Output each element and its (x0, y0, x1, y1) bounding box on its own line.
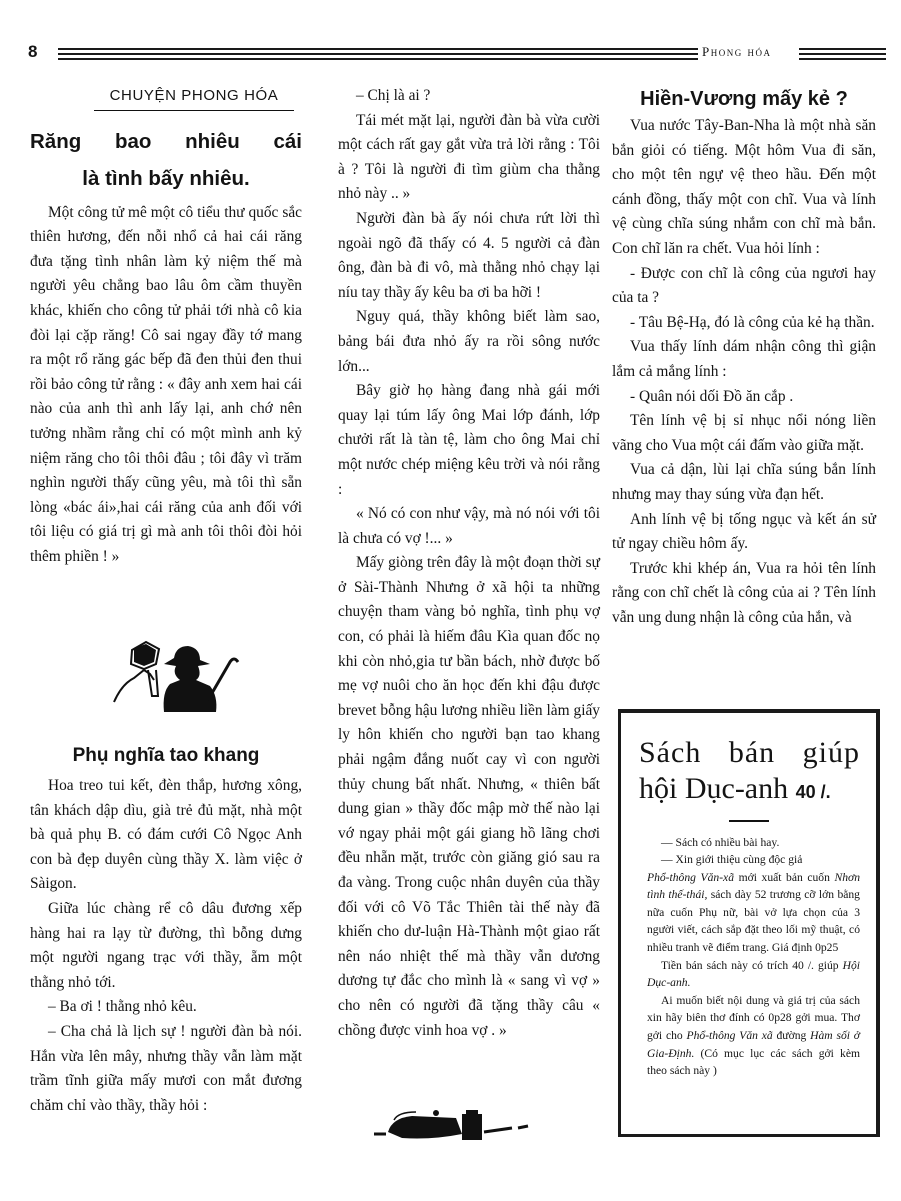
advertisement-box (618, 709, 880, 1137)
column3-paragraph: - Được con chĩ là công của ngươi hay của ta ? (612, 264, 876, 307)
column2-paragraph: Người đàn bà ấy nói chưa rứt lời thì ngoài ngõ đã thấy có 4. 5 người cả đàn ông, đàn bà đi vô, mà thằng nhỏ chạy lại níu tay thầy ấy kêu ba ơi ba hỡi ! (338, 209, 600, 301)
page-header (24, 42, 886, 66)
ad-line: (Có mục lục các sách gởi kèm theo sách này ) (647, 1046, 860, 1078)
two-figures-illustration (104, 640, 244, 716)
column2-paragraph: Nguy quá, thầy không biết làm sao, bảng bái đưa nhỏ ấy ra rồi sông nước lớn... (338, 308, 600, 375)
boat-vignette-illustration (372, 1108, 542, 1144)
column3-paragraph: - Tâu Bệ-Hạ, đó là công của kẻ hạ thần. (630, 313, 875, 331)
column2-paragraph: Mấy giòng trên đây là một đoạn thời sự ở Sài-Thành Nhưng ở xã hội ta những chuyện tham vàng bỏ nghĩa, tình phụ vợ con, có phải là hiếm đâu Kìa quan đốc nọ khi còn nhỏ,gia tư bần bách, nhờ được bố mẹ vợ nuôi cho ăn học đến khi đậu được brevet bỗng hậu lương nhiều liền làm giấy ly hôn khiến cho người bạn tao khang phải ngậm đắng nuốt cay vì con người thủy chung bất nhất. Nhưng, « thiên bất dung gian » thầy đốc mập mờ thế nào lại vớ ngay phải một gái giang hồ lãng chơi đều nhẵn mặt, trước còn giăng gió sau ra đa vàng. Trong cuộc nhân duyên của thầy đối với cô Võ Tắc Thiên tài thế này đã khiến cho dư-luận Hà-Thành một giao rất nên náo nhiệt thế mà thầy vẫn dương dương tự đắc cho mình là « sang vì vợ » cho nên có người đã tặng thầy câu « chồng được vinh hoa vợ . » (338, 554, 600, 1039)
ad-title-line2 (639, 771, 860, 810)
story1-paragraph: Một công tử mê một cô tiểu thư quốc sắc thiên hương, đến nỗi nhổ cả hai cái răng đưa tặng tình nhân làm kỷ niệm thế mà người yêu chẳng bao lâu ôm cầm thuyền khác, khiến cho công tử phải tới nhà cô kia đòi lại cặp răng! Cô sai ngay đầy tớ mang ra một rổ răng gác bếp đã đen thủi đen thui rồi bảo công tử rằng : « đây anh xem hai cái nào của anh thì anh lấy lại, anh chớ nên tưởng nhầm rằng chỉ có một mình anh kỷ niệm răng cho tôi thôi đâu ; tôi đây vì trăm nghìn người thấy cũng yêu, mà tôi thì sẵn lòng «bác ái»,hai cái răng của anh đối với tôi liệu có giá trị gì mà anh tôi thôi đòi hỏi thêm phiền ! » (30, 203, 302, 565)
ad-line: Tiền bán sách này có trích 40 /. giúp (661, 958, 839, 972)
ad-title-text: hội Dục-anh (639, 772, 789, 805)
story1-title-line1: Răng bao nhiêu cái (30, 129, 302, 153)
page-number: 8 (28, 42, 38, 61)
ad-line: Ai muốn biết nội dung và giá trị của sách xin hãy biên thơ đính có 0p28 gởi mua. Thơ gởi cho (647, 993, 860, 1043)
ad-divider (729, 820, 769, 822)
column3-paragraph: Vua cả dận, lùi lại chĩa súng bắn lính nhưng may thay súng vừa đạn hết. (612, 461, 876, 503)
column3-paragraph: Trước khi khép án, Vua ra hỏi tên lính rằng con chĩ chết là công của ai ? Tên lính vẫn ung dung nhận là công của hắn, và (612, 559, 876, 626)
man-figure (164, 646, 238, 712)
ad-paragraph (647, 992, 860, 1080)
story2-paragraph: – Cha chả là lịch sự ! người đàn bà nói. Hắn vừa lên mây, nhưng thầy vẫn làm mặt trầm tĩnh giữa mấy mươi con mắt đương chăm chỉ vào thầy, thầy hỏi : (30, 1022, 302, 1114)
story2-title: Phụ nghĩa tao khang (72, 745, 260, 766)
column3-paragraph: - Quân nói dối Đồ ăn cắp . (630, 387, 794, 405)
ad-line: đường (776, 1029, 807, 1043)
column-1-story2 (30, 742, 302, 1118)
woman-figure (114, 642, 159, 702)
ad-line: — Xin giới thiệu cùng độc giả (661, 853, 803, 867)
column3-paragraph: Vua thấy lính dám nhận công thì giận lắm cả mắng lính : (612, 338, 876, 380)
column-2 (338, 84, 600, 1043)
column3-paragraph: Tên lính vệ bị sỉ nhục nổi nóng liền vãng cho Vua một cái đấm vào giữa mặt. (612, 412, 876, 454)
story2-paragraph: Giữa lúc chàng rể cô dâu đương xếp hàng hai ra lạy từ đường, thì bỗng dưng một người ngang trạc với thầy, ẵm một thằng nhỏ tới. (30, 899, 302, 991)
ad-address: Hàm sối ở Gia-Định. (647, 1029, 860, 1060)
ad-body (647, 834, 860, 1080)
column-3 (612, 84, 876, 630)
ad-book-title: Nhơn tình thế-thái, (647, 870, 860, 902)
column3-paragraph: Vua nước Tây-Ban-Nha là một nhà săn bắn giỏi có tiếng. Một hôm Vua đi săn, cho một tên ngự vệ theo hầu. Đến một cánh đồng, thấy một con chĩ. Vua và lính vệ cùng chĩa súng nhắm con chĩ mà bắn. Con chĩ lăn ra chết. Vua hỏi lính : (612, 117, 876, 257)
ad-line: sách dày 52 trương cỡ lớn bằng nữa cuốn Phụ nữ, bài vở lựa chọn của 3 người viết, cách sắp đặt theo lối mỹ thuật, có nhiều tranh vẽ điểm trang. Giá định 0p25 (647, 888, 860, 955)
section-kicker: CHUYỆN PHONG HÓA (94, 84, 294, 111)
column2-paragraph: Bây giờ họ hàng đang nhà gái mới quay lại túm lấy ông Mai lớp đánh, lớp chưởi rất là tàn tệ, làm cho ông Mai chỉ một nước chép miệng kêu trời và nói rằng : (338, 382, 600, 498)
ad-title-percent: 40 /. (795, 782, 831, 802)
ad-line: — Sách có nhiều bài hay. (661, 835, 780, 849)
story3-title: Hiền-Vương mấy kẻ ? (640, 88, 848, 110)
header-rule-left (58, 48, 698, 62)
story2-paragraph: Hoa treo tui kết, đèn thắp, hương xông, tân khách dập dìu, già trẻ đủ mặt, nhà một bà quả phụ B. có đám cưới Cô Ngọc Anh con bà đẹp duyên cùng thầy X. làm việc ở Sàigon. (30, 777, 302, 893)
column2-paragraph: Tái mét mặt lại, người đàn bà vừa cười một cách rất gay gắt vừa trả lời rằng : Tôi à ? Tôi là người đi tìm giùm cha thằng nhỏ này .. » (338, 111, 600, 203)
column2-paragraph: – Chị là ai ? (356, 87, 431, 104)
ad-publisher-name: Phổ-thông Văn xã (686, 1029, 773, 1043)
header-rule-right (799, 48, 886, 62)
ad-publisher-name: Phổ-thông Văn-xã (647, 870, 734, 884)
ad-paragraph (647, 957, 860, 992)
column2-paragraph: « Nó có con như vậy, mà nó nói với tôi là chưa có vợ !... » (338, 505, 600, 547)
ad-paragraph (647, 869, 860, 957)
column3-paragraph: Anh lính vệ bị tống ngục và kết án sử tử ngay chiều hôm ấy. (612, 510, 876, 553)
ad-title-line1: Sách bán giúp (639, 736, 860, 769)
column-1 (30, 84, 302, 570)
story1-title-line2: là tình bấy nhiêu. (82, 166, 250, 190)
ad-line: mới xuất bản cuốn (738, 870, 830, 884)
ad-charity-name: Hội Dục-anh. (647, 958, 860, 990)
masthead: Phong hóa (702, 44, 772, 59)
story2-paragraph: – Ba ơi ! thằng nhỏ kêu. (48, 998, 197, 1016)
